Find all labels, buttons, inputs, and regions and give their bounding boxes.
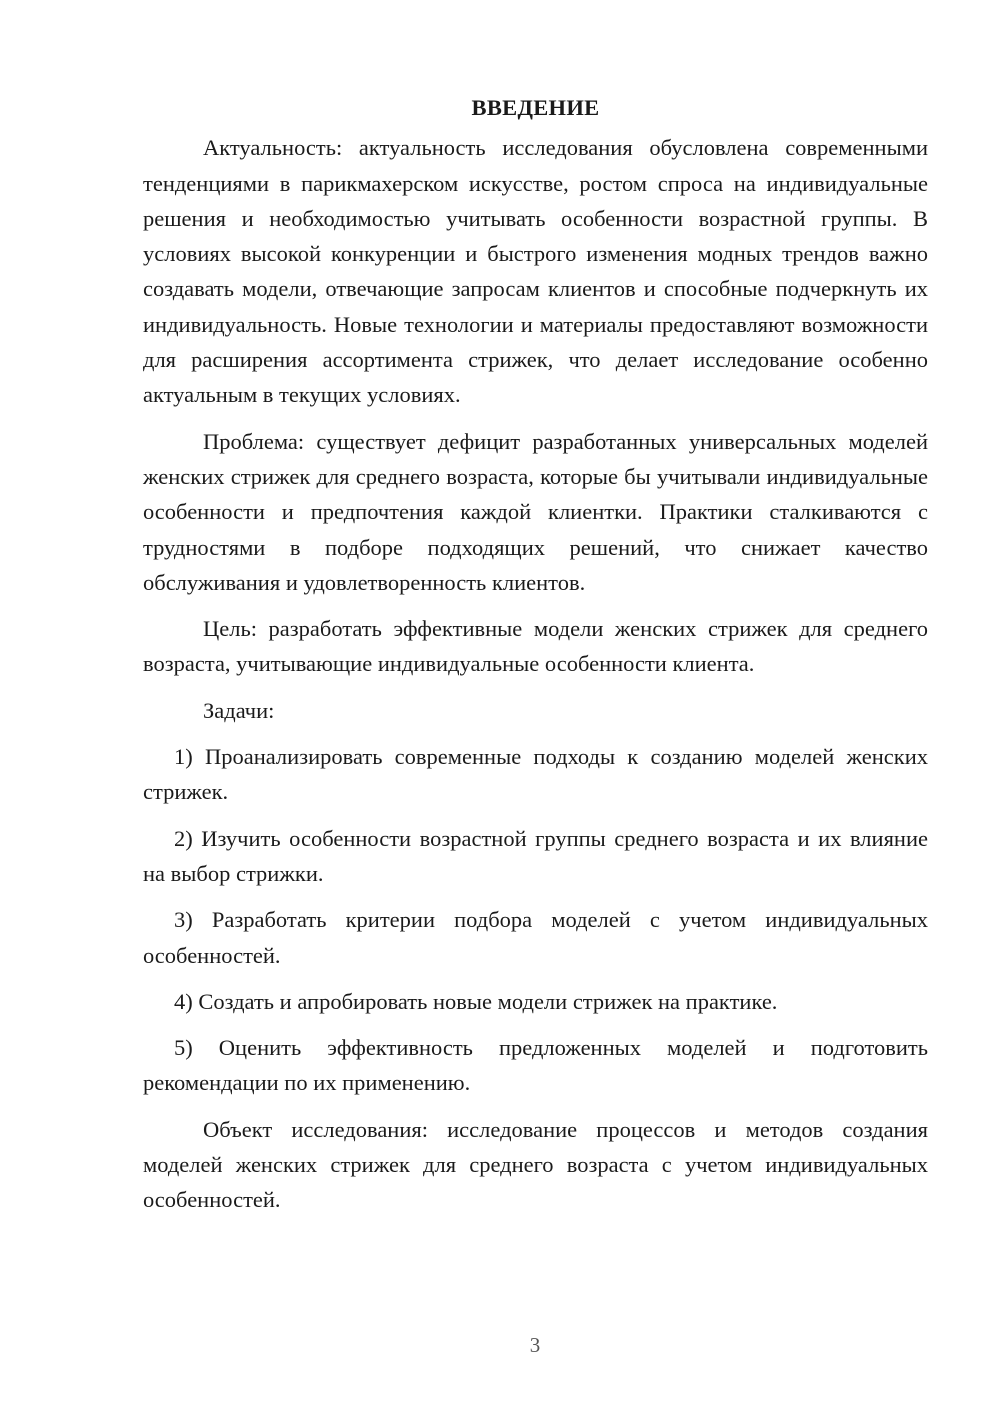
task-item: 3) Разработать критерии подбора моделей с учетом индивидуальных особенностей. <box>143 907 928 968</box>
task-item: 2) Изучить особенности возрастной группы среднего возраста и их влияние на выбор стрижки. <box>143 825 928 886</box>
task-item: 5) Оценить эффективность предложенных моделей и подготовить рекомендации по их применению. <box>143 1035 928 1096</box>
task-item: 4) Создать и апробировать новые модели стрижек на практике. <box>174 988 778 1014</box>
page-number: 3 <box>529 1333 541 1357</box>
tasks-label: Задачи: <box>203 697 275 723</box>
task-item: 1) Проанализировать современные подходы к созданию моделей женских стрижек. <box>143 744 928 805</box>
document-page <box>143 90 928 1229</box>
problem-paragraph: Проблема: существует дефицит разработанных универсальных моделей женских стрижек для среднего возраста, которые бы учитывали индивидуальные особенности и предпочтения каждой клиентки. Практики сталкиваются с трудностями в подборе подходящих решений, что снижает качество обслуживания и удовлетворенность клиентов. <box>143 428 928 595</box>
page-title: ВВЕДЕНИЕ <box>471 95 600 120</box>
object-paragraph: Объект исследования: исследование процессов и методов создания моделей женских стрижек для среднего возраста с учетом индивидуальных особенностей. <box>143 1116 928 1213</box>
relevance-paragraph: Актуальность: актуальность исследования обусловлена современными тенденциями в парикмахерском искусстве, ростом спроса на индивидуальные решения и необходимостью учитывать особенности возрастной группы. В условиях высокой конкуренции и быстрого изменения модных трендов важно создавать модели, отвечающие запросам клиентов и способные подчеркнуть их индивидуальность. Новые технологии и материалы предоставляют возможности для расширения ассортимента стрижек, что делает исследование особенно актуальным в текущих условиях. <box>143 135 928 408</box>
goal-paragraph: Цель: разработать эффективные модели женских стрижек для среднего возраста, учитывающие индивидуальные особенности клиента. <box>143 616 928 677</box>
